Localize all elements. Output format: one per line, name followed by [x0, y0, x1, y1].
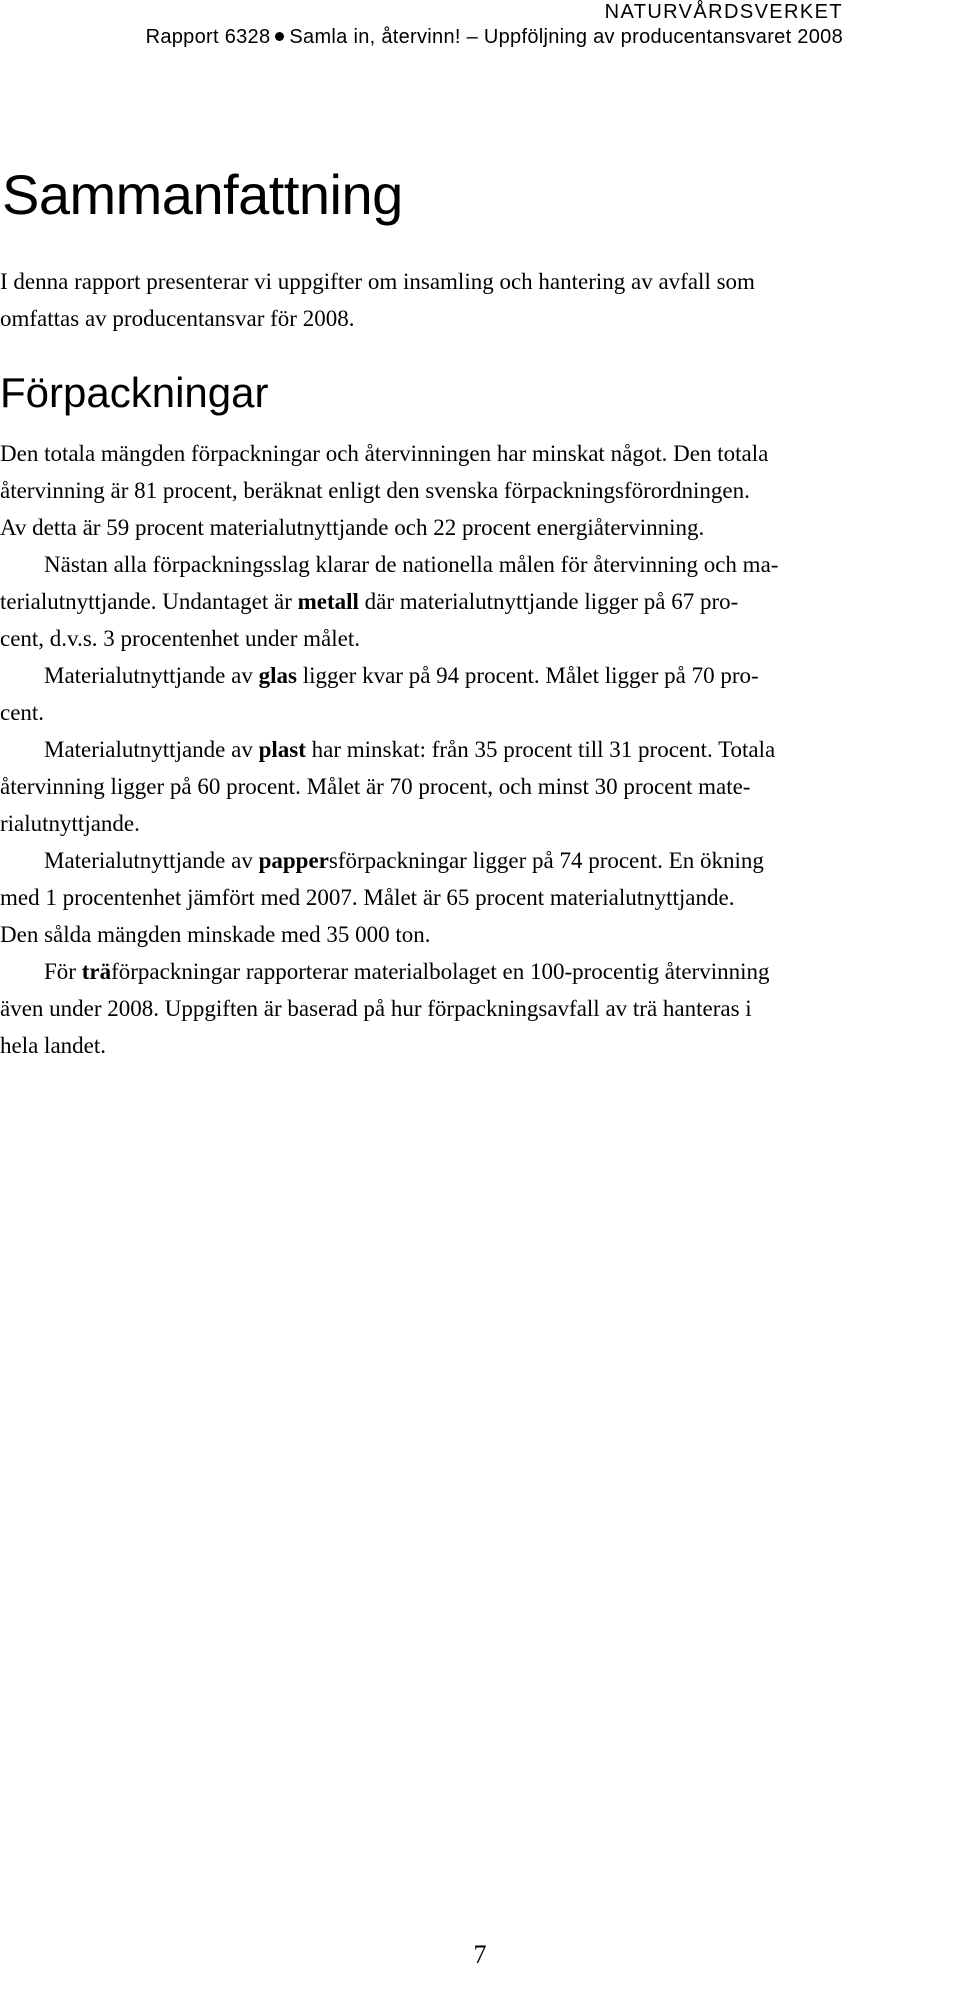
- bullet-icon: [275, 32, 284, 41]
- section-heading: Förpackningar: [0, 369, 269, 416]
- header-subtitle: [146, 25, 843, 50]
- section-body: [0, 435, 944, 1064]
- header-org: NATURVÅRDSVERKET: [604, 1, 843, 23]
- header-report-title: Samla in, återvinn! – Uppföljning av producentansvaret 2008: [289, 26, 843, 48]
- intro-paragraph: I denna rapport presenterar vi uppgifter om insamling och hantering av avfall som omfattas av producentansvar för 2008.: [0, 269, 755, 331]
- page-number: 7: [473, 1940, 487, 1969]
- header-report-number: Rapport 6328: [145, 26, 271, 48]
- paragraph-4: Materialutnyttjande av plast har minskat: från 35 procent till 31 procent. Totala återvinning ligger på 60 procent. Målet är 70 procent, och minst 30 procent mate- rialutnyttjande.: [0, 737, 776, 836]
- paragraph-1: Den totala mängden förpackningar och återvinningen har minskat något. Den totala återvinning är 81 procent, beräknat enligt den svenska förpackningsförordningen. Av detta är 59 procent materialutnyttjande och 22 procent energiåtervinning.: [0, 441, 769, 540]
- page-title: Sammanfattning: [2, 163, 403, 226]
- paragraph-5: Materialutnyttjande av pappersförpackningar ligger på 74 procent. En ökning med 1 procentenhet jämfört med 2007. Målet är 65 procent materialutnyttjande. Den sålda mängden minskade med 35 000 ton.: [0, 848, 764, 947]
- running-header: [146, 0, 843, 50]
- paragraph-3: Materialutnyttjande av glas ligger kvar på 94 procent. Målet ligger på 70 pro- cent.: [0, 663, 759, 725]
- paragraph-6: För träförpackningar rapporterar materialbolaget en 100-procentig återvinning även under 2008. Uppgiften är baserad på hur förpackningsavfall av trä hanteras i hela landet.: [0, 959, 770, 1058]
- paragraph-2: Nästan alla förpackningsslag klarar de nationella målen för återvinning och ma- terialutnyttjande. Undantaget är metall där materialutnyttjande ligger på 67 pro- cent, d.v.s. 3 procentenhet under målet.: [0, 552, 779, 651]
